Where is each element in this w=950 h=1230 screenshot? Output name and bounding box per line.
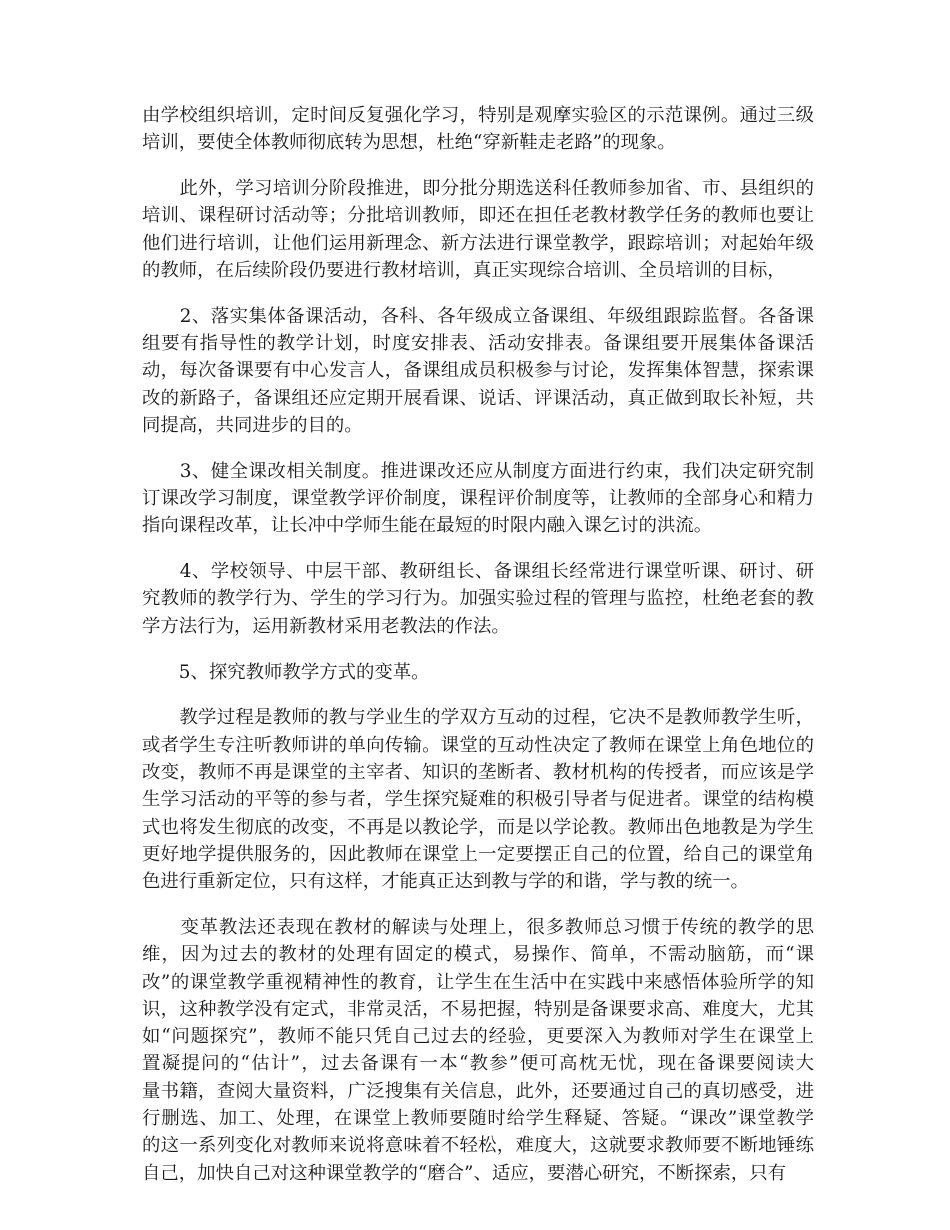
text-line: 4、学校领导、中层干部、教研组长、备课组长经常进行课堂听课、研讨、研 [142, 561, 814, 583]
text-line: 2、落实集体备课活动，各科、各年级成立备课组、年级组跟踪监督。各备课 [142, 305, 814, 327]
text-line: 量书籍，查阅大量资料，广泛搜集有关信息，此外，还要通过自己的真切感受，进 [142, 1080, 814, 1102]
text-line: 同提高，共同进步的目的。 [142, 414, 363, 436]
text-line: 更好地学提供服务的，因此教师在课堂上一定要摆正自己的位置，给自己的课堂角 [142, 843, 814, 865]
text-line: 组要有指导性的教学计划，时度安排表、活动安排表。备课组要开展集体备课活 [142, 333, 814, 355]
text-line: 改的新路子，备课组还应定期开展看课、说话、评课活动，真正做到取长补短，共 [142, 387, 814, 409]
text-line: 此外，学习培训分阶段推进，即分批分期选送科任教师参加省、市、县组织的 [142, 178, 814, 200]
paragraph [142, 558, 814, 640]
text-line: 式也将发生彻底的改变，不再是以教论学，而是以学论教。教师出色地教是为学生 [142, 816, 814, 838]
text-line: 教学过程是教师的教与学业生的学双方互动的过程，它决不是教师教学生听， [142, 707, 814, 729]
text-line: 改变，教师不再是课堂的主宰者、知识的垄断者、教材机构的传授者，而应该是学 [142, 761, 814, 783]
text-line: 他们进行培训，让他们运用新理念、新方法进行课堂教学，跟踪培训；对起始年级 [142, 232, 814, 254]
text-line: 由学校组织培训，定时间反复强化学习，特别是观摩实验区的示范课例。通过三级 [142, 105, 814, 126]
text-line: 培训，要使全体教师彻底转为思想，杜绝“穿新鞋走老路”的现象。 [142, 132, 676, 154]
text-line: 或者学生专注听教师讲的单向传输。课堂的互动性决定了教师在课堂上角色地位的 [142, 734, 814, 756]
text-line: 色进行重新定位，只有这样，才能真正达到教与学的和谐，学与教的统一。 [142, 871, 749, 893]
text-line: 自己，加快自己对这种课堂教学的“磨合”、适应，要潜心研究，不断探索，只有 [142, 1162, 787, 1184]
text-line: 的这一系列变化对教师来说将意味着不轻松，难度大，这就要求教师要不断地锤练 [142, 1135, 814, 1157]
text-line: 行删选、加工、处理，在课堂上教师要随时给学生释疑、答疑。“课改”课堂教学 [142, 1108, 814, 1129]
text-line: 置凝提问的“估计”，过去备课有一本“教参”便可高枕无忧，现在备课要阅读大 [142, 1053, 814, 1075]
document-body [142, 102, 814, 1187]
text-line: 订课改学习制度，课堂教学评价制度，课程评价制度等，让教师的全部身心和精力 [142, 488, 814, 510]
text-line: 指向课程改革，让长冲中学师生能在最短的时限内融入课乞讨的洪流。 [142, 515, 713, 537]
paragraph [142, 303, 814, 439]
paragraph [142, 659, 814, 686]
text-line: 动，每次备课要有中心发言人，备课组成员积极参与讨论，发挥集体智慧，探索课 [142, 360, 814, 382]
paragraph [142, 175, 814, 284]
text-line: 识，这种教学没有定式，非常灵活，不易把握，特别是备课要求高、难度大，尤其 [142, 998, 814, 1020]
text-line: 究教师的教学行为、学生的学习行为。加强实验过程的管理与监控，杜绝老套的教 [142, 588, 814, 610]
paragraph [142, 102, 814, 157]
text-line: 的教师，在后续阶段仍要进行教材培训，真正实现综合培训、全员培训的目标， [142, 259, 786, 281]
text-line: 3、健全课改相关制度。推进课改还应从制度方面进行约束，我们决定研究制 [142, 460, 814, 482]
text-line: 维，因为过去的教材的处理有固定的模式，易操作、简单，不需动脑筋，而“课 [142, 944, 814, 966]
text-line: 生学习活动的平等的参与者，学生探究疑难的积极引导者与促进者。课堂的结构模 [142, 789, 814, 811]
paragraph [142, 458, 814, 540]
text-line: 培训、课程研讨活动等；分批培训教师，即还在担任老教材教学任务的教师也要让 [142, 205, 814, 227]
text-line: 变革教法还表现在教材的解读与处理上，很多教师总习惯于传统的教学的思 [142, 916, 814, 938]
paragraph [142, 704, 814, 895]
text-line: 5、探究教师教学方式的变革。 [142, 661, 430, 683]
document-page [142, 102, 814, 1205]
text-line: 改”的课堂教学重视精神性的教育，让学生在生活中在实践中来感悟体验所学的知 [142, 971, 814, 993]
text-line: 如“问题探究”，教师不能只凭自己过去的经验，更要深入为教师对学生在课堂上 [142, 1026, 814, 1048]
text-line: 学方法行为，运用新教材采用老教法的作法。 [142, 615, 510, 637]
paragraph [142, 914, 814, 1187]
